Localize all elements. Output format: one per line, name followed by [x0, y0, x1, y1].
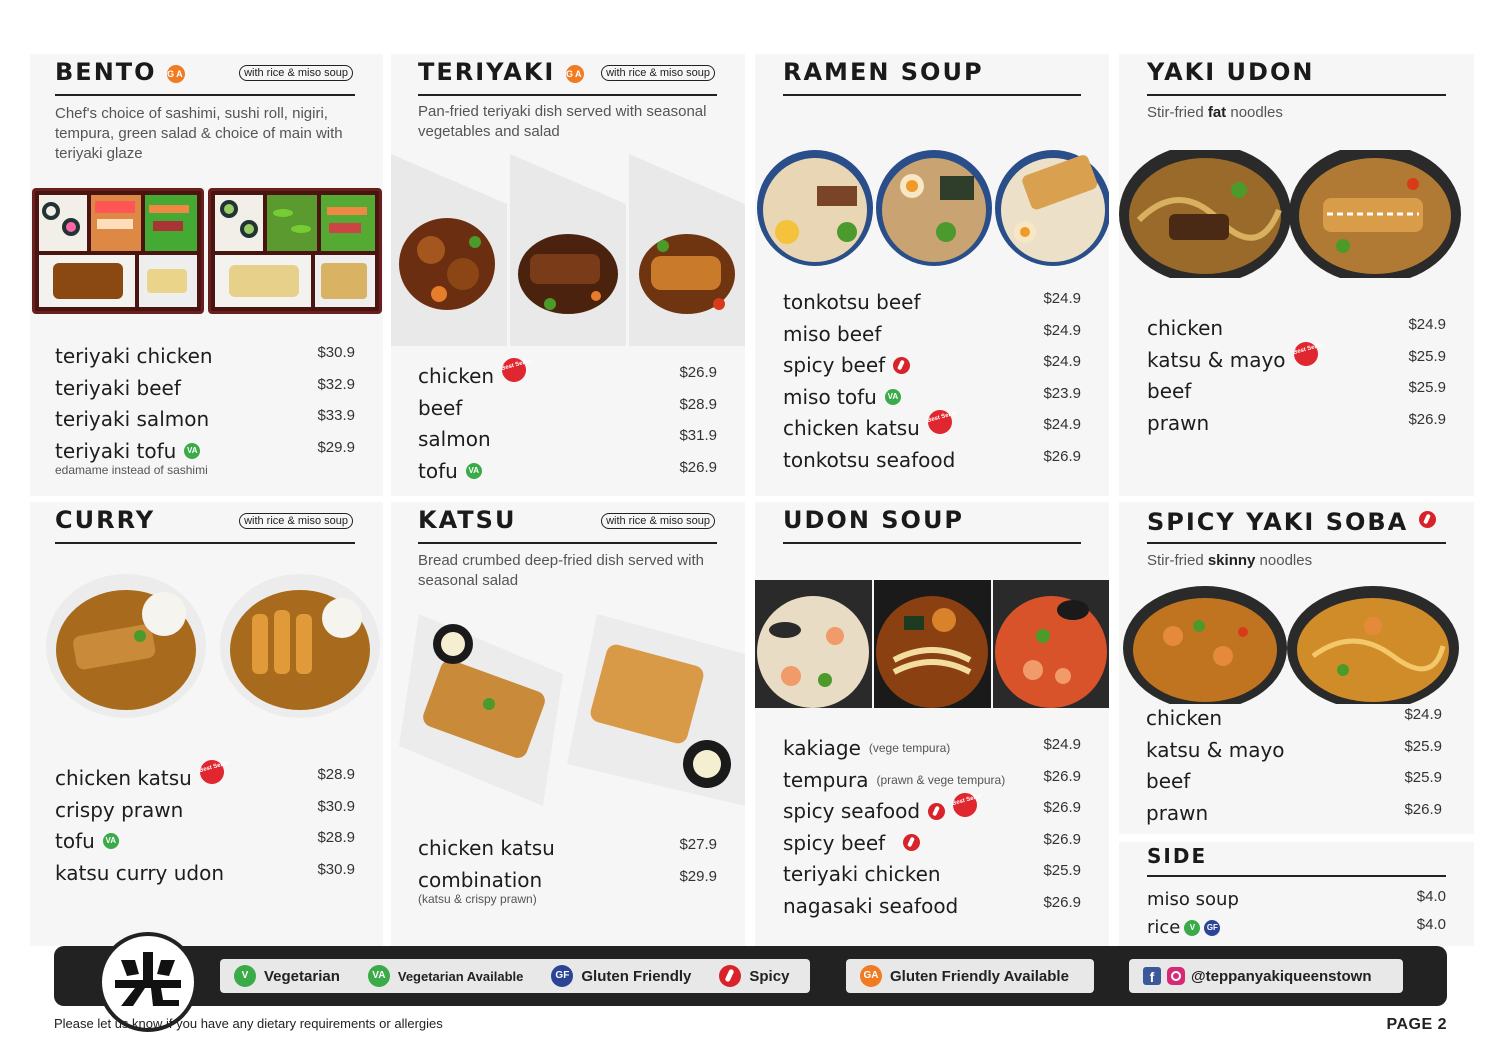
vegetarian-available-icon: VA [466, 463, 482, 479]
section-title: KATSU [418, 506, 517, 534]
item-name: spicy beef [783, 830, 886, 855]
item-price: $24.9 [1404, 706, 1442, 723]
menu-item [783, 892, 1081, 924]
legend-gluten-friendly: Gluten Friendly [581, 967, 692, 985]
menu-item [783, 793, 1081, 829]
item-note: (prawn & vege tempura) [876, 772, 1006, 787]
with-rice-note: with rice & miso soup [239, 513, 353, 529]
menu-item [783, 351, 1081, 383]
item-name: chicken [418, 364, 495, 388]
item-name: salmon [418, 427, 491, 451]
ramen-photo-2 [876, 136, 992, 266]
item-name: tofu [418, 458, 458, 483]
item-subnote: edamame instead of sashimi [55, 462, 208, 477]
vegetarian-available-icon: VA [184, 443, 200, 459]
section-title: TERIYAKI GA [418, 58, 584, 86]
item-name: beef [418, 395, 463, 420]
yaki-soba-photo-2 [1283, 586, 1461, 704]
instagram-icon[interactable] [1167, 967, 1185, 985]
menu-item [1146, 704, 1442, 736]
item-name: katsu & mayo [1147, 347, 1286, 372]
katsu-photo-2 [567, 614, 745, 806]
menu-list [1147, 886, 1446, 942]
item-subnote: (katsu & crispy prawn) [418, 891, 537, 906]
vegetarian-available-icon: VA [368, 965, 390, 987]
item-price: $24.9 [1408, 316, 1446, 333]
item-name: katsu curry udon [55, 860, 225, 885]
menu-list [55, 342, 355, 477]
spicy-yaki-soba-section [1119, 502, 1474, 834]
menu-item [55, 859, 355, 891]
best-seller-icon: Best Seller [950, 790, 979, 819]
menu-item [1147, 886, 1446, 914]
item-name: teriyaki chicken [55, 344, 213, 368]
menu-item [1147, 314, 1446, 346]
with-rice-note: with rice & miso soup [601, 513, 715, 529]
item-price: $4.0 [1416, 916, 1446, 933]
spicy-chili-icon [719, 965, 741, 987]
menu-list [55, 760, 355, 890]
title-divider [55, 542, 355, 544]
menu-item [1146, 799, 1442, 831]
menu-item [1147, 341, 1446, 378]
section-description: Pan-fried teriyaki dish served with seasonal vegetables and salad [418, 103, 707, 140]
item-name: miso beef [783, 321, 882, 346]
section-title: RAMEN SOUP [783, 58, 984, 86]
menu-item [783, 766, 1081, 798]
curry-photo-1 [44, 574, 208, 720]
item-name: spicy beef [783, 353, 886, 377]
title-divider [418, 94, 717, 96]
item-price: $29.9 [679, 867, 717, 885]
gluten-friendly-available-icon: GA [566, 65, 584, 83]
menu-item [55, 437, 355, 477]
menu-item [55, 827, 355, 859]
item-name: chicken [1147, 316, 1224, 340]
item-price: $28.9 [679, 395, 717, 413]
section-title: SIDE [1147, 844, 1208, 868]
udon-soup-section [755, 502, 1109, 946]
item-price: $26.9 [1043, 767, 1081, 785]
menu-item [418, 457, 717, 489]
gluten-friendly-available-icon: GA [860, 965, 882, 987]
item-price: $26.9 [1043, 830, 1081, 848]
item-name: rice [1147, 917, 1181, 938]
curry-photo-2 [218, 574, 382, 720]
dietary-disclaimer: Please let us know if you have any dietary requirements or allergies [54, 1016, 443, 1031]
item-name: chicken katsu [418, 836, 555, 860]
item-name: miso soup [1147, 889, 1239, 910]
menu-list [783, 288, 1081, 477]
item-name: teriyaki salmon [55, 407, 210, 431]
item-price: $26.9 [679, 364, 717, 381]
item-price: $25.9 [1408, 379, 1446, 396]
item-name: beef [1146, 769, 1191, 793]
spicy-chili-icon [903, 834, 920, 851]
ramen-photo-1 [757, 136, 873, 266]
side-section [1119, 842, 1474, 946]
gluten-friendly-icon: GF [1204, 920, 1220, 936]
menu-item [783, 734, 1081, 766]
item-price: $24.9 [1043, 353, 1081, 370]
menu-item [418, 834, 717, 866]
legend-spicy: Spicy [749, 967, 790, 985]
section-title: YAKI UDON [1147, 58, 1315, 86]
facebook-icon[interactable]: f [1143, 967, 1161, 985]
spicy-chili-icon [928, 803, 945, 820]
menu-item [783, 410, 1081, 446]
item-price: $30.9 [317, 797, 355, 815]
menu-item [55, 760, 355, 796]
menu-item [418, 358, 717, 394]
menu-item [418, 394, 717, 426]
bento-photo-2 [208, 188, 382, 314]
bento-section [30, 54, 383, 496]
bento-photo-1 [32, 188, 204, 314]
title-divider [1147, 94, 1446, 96]
item-price: $28.9 [317, 766, 355, 783]
item-price: $4.0 [1416, 888, 1446, 905]
item-price: $26.9 [1043, 799, 1081, 816]
item-price: $33.9 [317, 407, 355, 424]
curry-section [30, 502, 383, 946]
item-name: prawn [1147, 410, 1210, 435]
item-price: $25.9 [1404, 769, 1442, 786]
dietary-legend [220, 959, 810, 993]
logo-glyph [102, 950, 194, 1006]
item-price: $25.9 [1408, 347, 1446, 365]
with-rice-note: with rice & miso soup [239, 65, 353, 81]
yaki-udon-photo-2 [1283, 150, 1461, 278]
vegetarian-icon: V [1184, 920, 1200, 936]
menu-item [55, 796, 355, 828]
menu-item [1147, 409, 1446, 441]
katsu-photo-1 [399, 614, 563, 806]
section-title: SPICY YAKI SOBA [1147, 508, 1436, 536]
item-price: $26.9 [1043, 893, 1081, 911]
item-price: $27.9 [679, 836, 717, 853]
menu-item [55, 405, 355, 437]
item-price: $25.9 [1404, 737, 1442, 755]
item-price: $29.9 [317, 438, 355, 456]
menu-list [1146, 704, 1442, 830]
item-name: crispy prawn [55, 797, 184, 822]
menu-list [783, 734, 1081, 923]
item-name: chicken [1146, 706, 1223, 730]
title-divider [55, 94, 355, 96]
udon-photo-2 [874, 580, 991, 708]
item-price: $23.9 [1043, 384, 1081, 402]
section-title: UDON SOUP [783, 506, 965, 534]
vegetarian-available-icon: VA [885, 389, 901, 405]
item-name: prawn [1146, 800, 1209, 825]
item-name: combination [418, 867, 543, 892]
menu-item [418, 866, 717, 906]
teriyaki-beef-photo [510, 154, 626, 346]
menu-item [783, 383, 1081, 415]
menu-item [1147, 914, 1446, 942]
gluten-friendly-available-icon: GA [167, 65, 185, 83]
vegetarian-available-icon: VA [103, 833, 119, 849]
section-description: Stir-fried skinny noodles [1147, 552, 1313, 569]
legend-vegetarian: Vegetarian [264, 967, 340, 985]
gluten-friendly-available-legend [846, 959, 1094, 993]
menu-item [1147, 377, 1446, 409]
title-divider [783, 94, 1081, 96]
item-name: katsu & mayo [1146, 737, 1285, 762]
item-name: teriyaki chicken [783, 862, 941, 886]
item-price: $32.9 [317, 375, 355, 393]
social-legend[interactable] [1129, 959, 1403, 993]
menu-item [55, 342, 355, 374]
item-price: $24.9 [1043, 290, 1081, 307]
social-handle[interactable]: @teppanyakiqueenstown [1191, 967, 1372, 985]
item-price: $24.9 [1043, 416, 1081, 433]
item-price: $25.9 [1043, 862, 1081, 879]
ramen-photo-3 [995, 136, 1109, 266]
menu-item [55, 374, 355, 406]
teriyaki-chicken-photo [391, 154, 507, 346]
with-rice-note: with rice & miso soup [601, 65, 715, 81]
menu-list [418, 358, 717, 488]
item-price: $26.9 [1408, 410, 1446, 428]
legend-vegetarian-available: Vegetarian Available [397, 968, 524, 984]
best-seller-icon: Best Seller [925, 407, 954, 436]
legend-gluten-friendly-available: Gluten Friendly Available [890, 967, 1069, 985]
teriyaki-section [391, 54, 745, 496]
best-seller-icon: Best Seller [499, 355, 528, 384]
item-price: $26.9 [1043, 447, 1081, 465]
menu-item [1146, 767, 1442, 799]
menu-list [418, 834, 717, 906]
item-name: tonkotsu beef [783, 290, 921, 314]
menu-list [1147, 314, 1446, 440]
item-name: beef [1147, 379, 1192, 403]
spicy-chili-icon [893, 357, 910, 374]
item-name: miso tofu [783, 384, 877, 409]
section-description: Stir-fried fat noodles [1147, 104, 1283, 121]
page-number: PAGE 2 [1386, 1016, 1447, 1033]
item-price: $24.9 [1043, 321, 1081, 339]
item-name: tempura [783, 767, 869, 792]
yaki-udon-section [1119, 54, 1474, 496]
item-name: tonkotsu seafood [783, 447, 956, 472]
item-name: nagasaki seafood [783, 893, 959, 918]
title-divider [418, 542, 717, 544]
teriyaki-salmon-photo [629, 154, 745, 346]
item-name: chicken katsu [783, 416, 920, 440]
item-price: $26.9 [679, 458, 717, 476]
item-name: tofu [55, 829, 95, 853]
item-name: teriyaki tofu [55, 438, 177, 463]
title-divider [1147, 875, 1446, 877]
section-title: BENTO GA [55, 58, 185, 86]
best-seller-icon: Best Seller [197, 757, 226, 786]
spicy-chili-icon [1419, 511, 1436, 528]
menu-item [1146, 736, 1442, 768]
ramen-soup-section [755, 54, 1109, 496]
best-seller-icon: Best Seller [1291, 339, 1320, 368]
section-description: Bread crumbed deep-fried dish served with seasonal salad [418, 552, 704, 589]
menu-item [783, 829, 1081, 861]
udon-photo-1 [755, 580, 872, 708]
yaki-udon-photo-1 [1119, 150, 1291, 278]
item-price: $31.9 [679, 427, 717, 444]
item-note: (vege tempura) [868, 741, 951, 755]
menu-item [418, 425, 717, 457]
section-description: Chef's choice of sashimi, sushi roll, nigiri, tempura, green salad & choice of main with teriyaki glaze [55, 105, 343, 162]
item-name: teriyaki beef [55, 375, 181, 400]
item-name: spicy seafood [783, 799, 921, 823]
title-divider [1147, 542, 1446, 544]
menu-item [783, 320, 1081, 352]
title-divider [783, 542, 1081, 544]
item-price: $24.9 [1043, 736, 1081, 753]
item-price: $28.9 [317, 829, 355, 846]
item-price: $26.9 [1404, 800, 1442, 818]
section-title: CURRY [55, 506, 156, 534]
menu-item [783, 860, 1081, 892]
menu-item [783, 288, 1081, 320]
item-name: chicken katsu [55, 766, 192, 790]
yaki-soba-photo-1 [1123, 586, 1287, 704]
vegetarian-icon: V [234, 965, 256, 987]
item-name: kakiage [783, 736, 861, 760]
gluten-friendly-icon: GF [551, 965, 573, 987]
udon-photo-3 [993, 580, 1109, 708]
item-price: $30.9 [317, 860, 355, 878]
katsu-section [391, 502, 745, 946]
item-price: $30.9 [317, 344, 355, 361]
menu-item [783, 446, 1081, 478]
